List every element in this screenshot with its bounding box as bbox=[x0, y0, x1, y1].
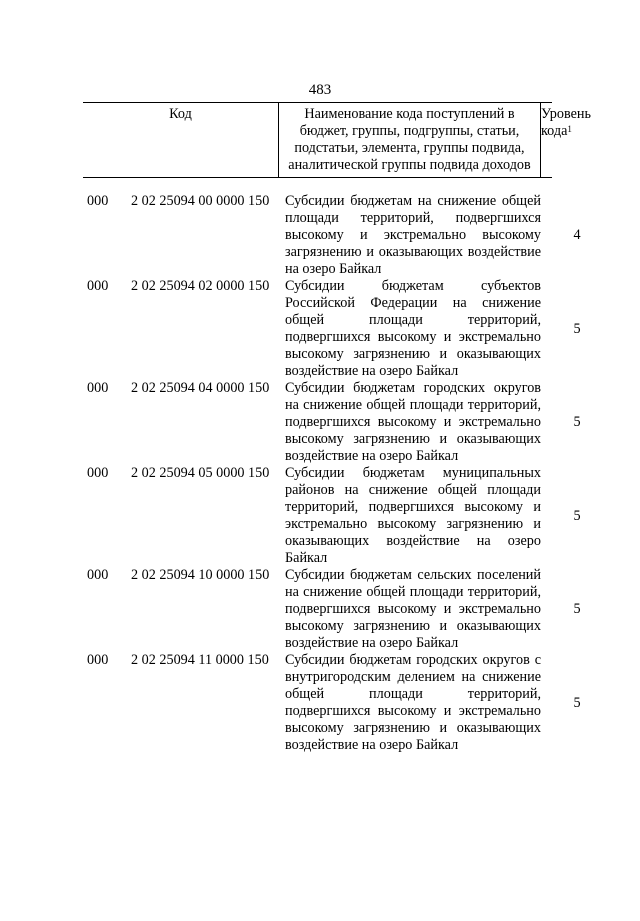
code-level: 5 bbox=[573, 507, 581, 524]
code-level: 5 bbox=[573, 601, 581, 617]
budget-code: 2 02 25094 00 0000 150 bbox=[131, 193, 270, 209]
page-number: 483 bbox=[308, 82, 332, 98]
code-level: 5 bbox=[573, 320, 581, 337]
code-prefix: 000 bbox=[87, 465, 109, 481]
header-code: Код bbox=[83, 103, 279, 177]
code-prefix: 000 bbox=[87, 652, 109, 668]
table-row bbox=[0, 380, 640, 465]
table-row bbox=[0, 193, 640, 278]
income-name: Субсидии бюджетам городских округов с внутригородским делением на снижение общей площади территорий, подвергшихся высокому и экстремально высокому загрязнению и оказывающих воздействие на озеро Байкал bbox=[285, 652, 541, 753]
code-prefix: 000 bbox=[87, 567, 109, 583]
header-name-line: аналитической группы подвида доходов bbox=[288, 157, 531, 173]
budget-code: 2 02 25094 05 0000 150 bbox=[131, 465, 270, 481]
income-name: Субсидии бюджетам субъектов Российской Федерации на снижение общей площади территорий, подвергшихся высокому и экстремально высокому загрязнению и оказывающих воздействие на озеро Байкал bbox=[285, 278, 541, 379]
code-level: 4 bbox=[573, 227, 581, 243]
income-name: Субсидии бюджетам городских округов на снижение общей площади территорий, подвергшихся высокому и экстремально высокому загрязнению и оказывающих воздействие на озеро Байкал bbox=[285, 380, 541, 464]
table-row bbox=[0, 465, 640, 567]
budget-code: 2 02 25094 04 0000 150 bbox=[131, 380, 270, 396]
budget-code: 2 02 25094 10 0000 150 bbox=[131, 567, 270, 583]
code-level: 5 bbox=[573, 414, 581, 430]
table-header bbox=[83, 102, 591, 178]
budget-code: 2 02 25094 02 0000 150 bbox=[131, 278, 270, 294]
table-row bbox=[0, 278, 640, 380]
code-level: 5 bbox=[573, 694, 581, 711]
header-level-line: Уровень bbox=[541, 106, 591, 122]
header-level-line bbox=[541, 123, 572, 140]
header-name-line: Наименование кода поступлений в bbox=[304, 106, 515, 122]
header-name-line: бюджет, группы, подгруппы, статьи, bbox=[299, 123, 520, 139]
code-prefix: 000 bbox=[87, 278, 109, 294]
header-name-line: подстатьи, элемента, группы подвида, bbox=[294, 140, 525, 156]
code-prefix: 000 bbox=[87, 193, 109, 209]
footnote-marker: 1 bbox=[567, 124, 572, 134]
table-row bbox=[0, 567, 640, 652]
table-body bbox=[0, 193, 640, 754]
header-level bbox=[541, 103, 591, 177]
income-name: Субсидии бюджетам муниципальных районов на снижение общей площади территорий, подвергшихся высокому и экстремально высокому загрязнению и оказывающих воздействие на озеро Байкал bbox=[285, 465, 541, 566]
header-level-word: кода bbox=[541, 123, 568, 139]
budget-code: 2 02 25094 11 0000 150 bbox=[131, 652, 269, 668]
income-name: Субсидии бюджетам сельских поселений на снижение общей площади территорий, подвергшихся высокому и экстремально высокому загрязнению и оказывающих воздействие на озеро Байкал bbox=[285, 567, 541, 651]
code-prefix: 000 bbox=[87, 380, 109, 396]
header-name bbox=[279, 103, 541, 177]
table-row bbox=[0, 652, 640, 754]
income-name: Субсидии бюджетам на снижение общей площади территорий, подвергшихся высокому и экстремально высокому загрязнению и оказывающих воздействие на озеро Байкал bbox=[285, 193, 541, 277]
